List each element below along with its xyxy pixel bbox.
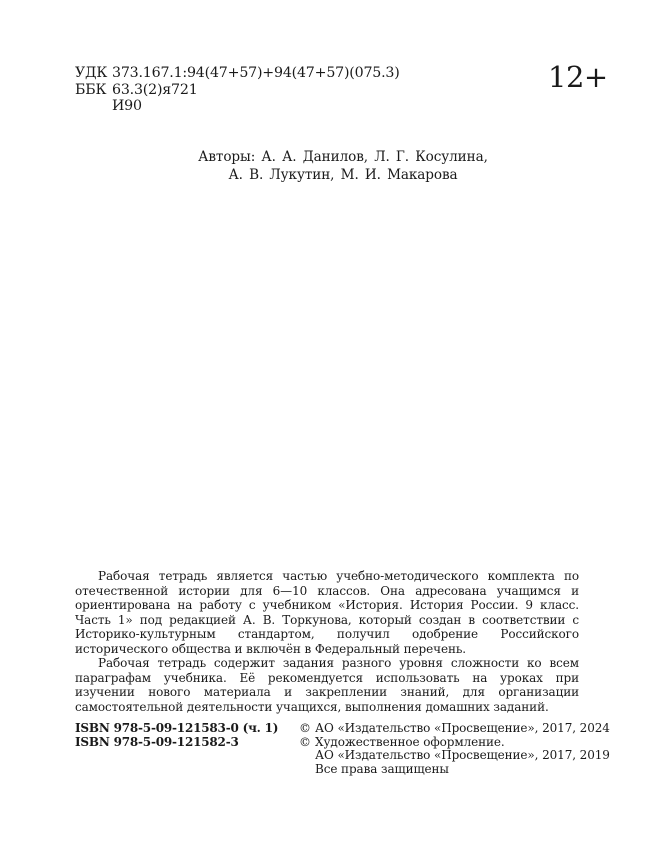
copyright-line bbox=[299, 749, 610, 763]
classification-codes bbox=[75, 65, 400, 115]
copyright-line bbox=[299, 736, 610, 750]
udk-value: 373.167.1:94(47+57)+94(47+57)(075.3) bbox=[112, 65, 400, 81]
bbk-label: ББК bbox=[75, 81, 107, 98]
spacer bbox=[299, 763, 315, 777]
copyright-line bbox=[299, 722, 610, 736]
age-rating: 12+ bbox=[548, 60, 608, 94]
bbk-row bbox=[75, 82, 400, 99]
copyright-design-publisher: АО «Издательство «Просвещение», 2017, 2019 bbox=[315, 748, 610, 762]
annotation bbox=[75, 569, 579, 714]
author-mark: И90 bbox=[112, 98, 142, 114]
udk-label: УДК bbox=[75, 65, 108, 81]
isbn-part: ISBN 978-5-09-121583-0 (ч. 1) bbox=[75, 721, 279, 735]
authors-line-1: Авторы: А. А. Данилов, Л. Г. Косулина, bbox=[198, 149, 488, 165]
all-rights-reserved: Все права защищены bbox=[315, 761, 449, 776]
spacer bbox=[299, 749, 315, 763]
isbn-block bbox=[75, 722, 278, 749]
copyright-design: Художественное оформление. bbox=[315, 734, 505, 749]
bbk-value: 63.3(2)я721 bbox=[112, 81, 198, 98]
authors-line-2: А. В. Лукутин, М. И. Макарова bbox=[228, 167, 458, 183]
copyright-line bbox=[299, 763, 610, 777]
copyright-icon: © bbox=[299, 734, 311, 749]
copyright-block bbox=[299, 722, 610, 776]
copyright-icon: © bbox=[299, 721, 311, 735]
udk-row bbox=[75, 65, 400, 82]
authors-block bbox=[150, 148, 536, 184]
annotation-paragraph: Рабочая тетрадь является частью учебно-методического комплекта по отечественной истории для 6—10 классов. Она адресована учащимся и ориентирована на работу с учебником «История. История России. 9 класс. Часть 1» под редакцией А. В. Торкунова, который создан в соответствии с Историко-культурным стандартом, получил одобрение Российского исторического общества и включён в Федеральный перечень. bbox=[75, 569, 579, 656]
annotation-paragraph: Рабочая тетрадь содержит задания разного уровня сложности ко всем параграфам учебника. Её рекомендуется использовать на уроках при изучении нового материала и закреплении знаний, для организации самостоятельной деятельности учащихся, выполнения домашних заданий. bbox=[75, 656, 579, 714]
copyright-publisher: АО «Издательство «Просвещение», 2017, 2024 bbox=[315, 721, 610, 735]
isbn-set: ISBN 978-5-09-121582-3 bbox=[75, 734, 239, 749]
